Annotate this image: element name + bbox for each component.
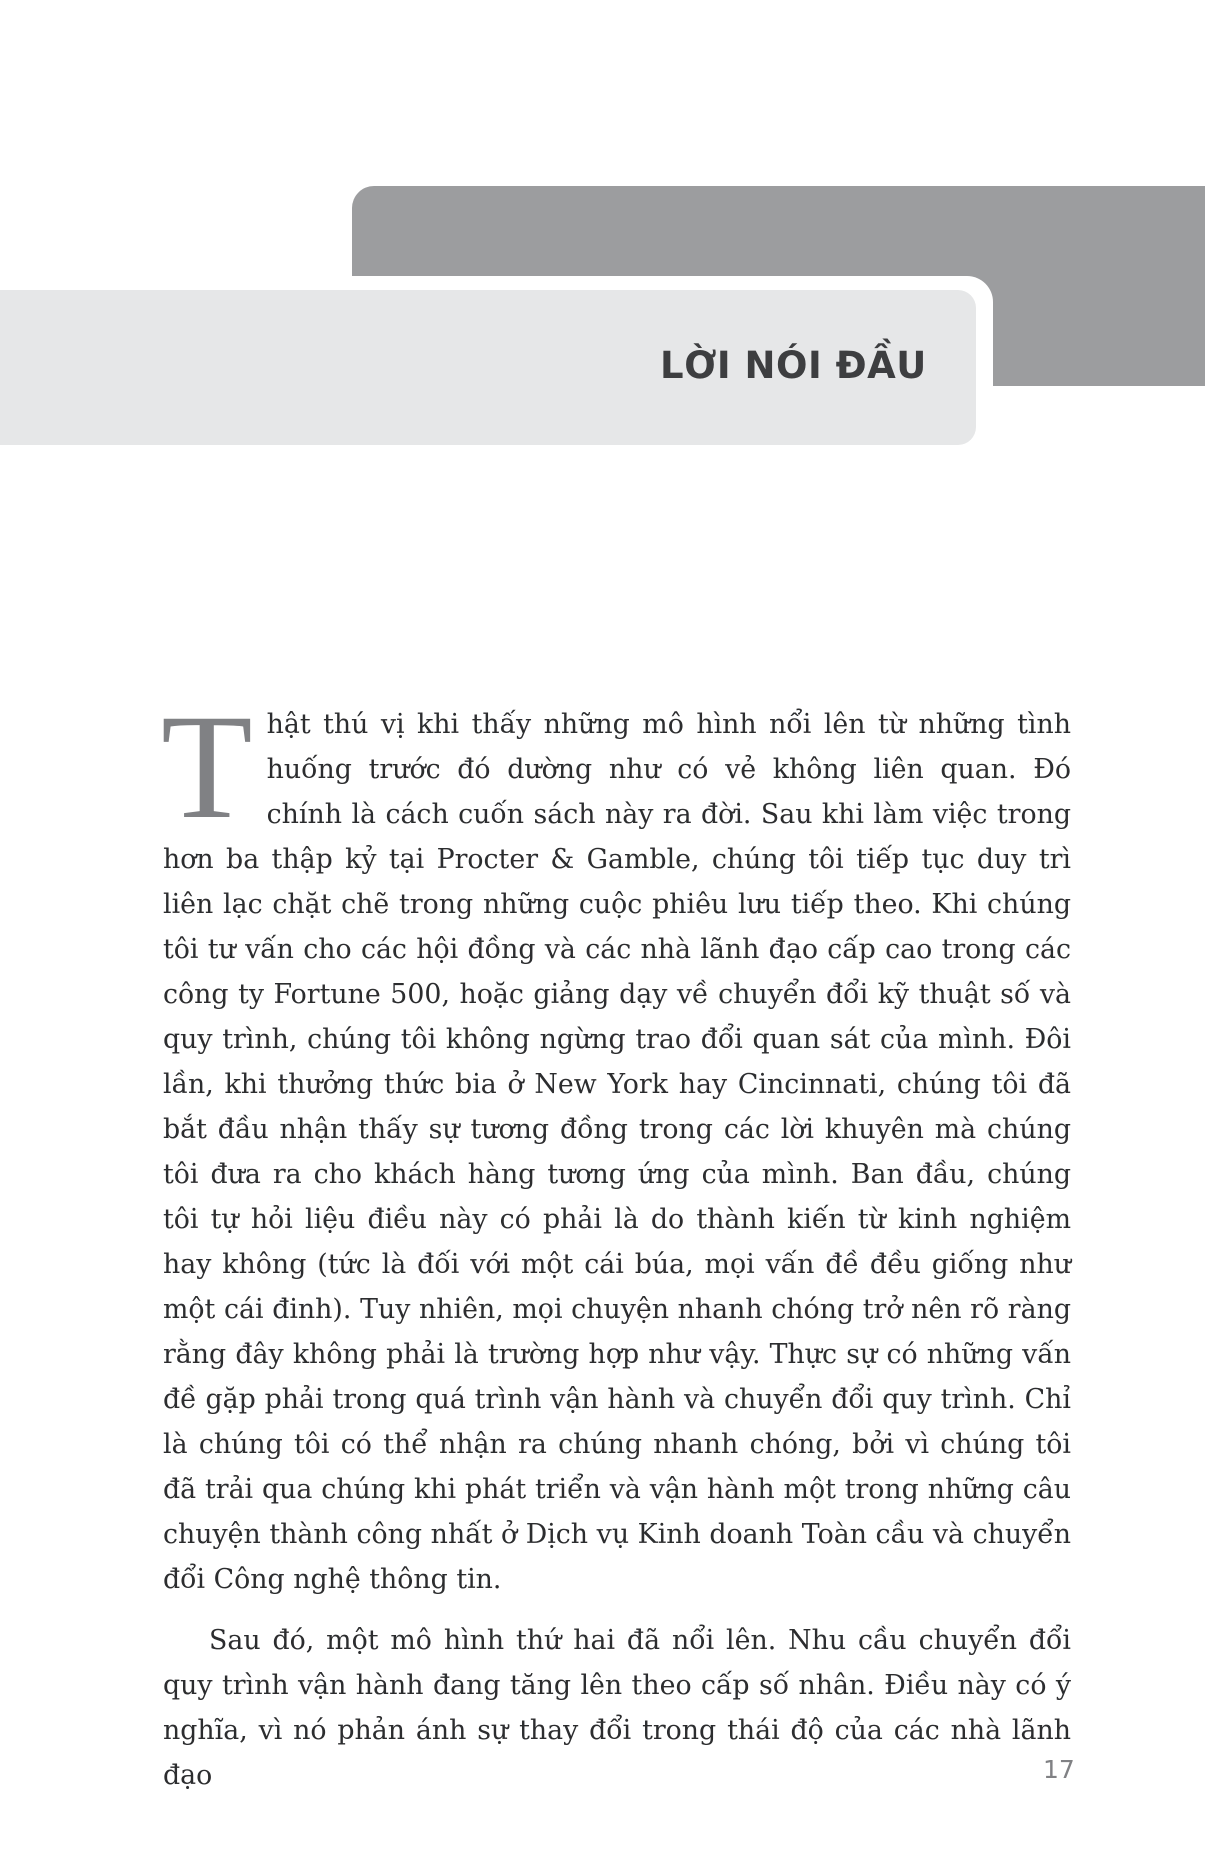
chapter-title: LỜI NÓI ĐẦU xyxy=(660,344,927,387)
drop-cap: T xyxy=(161,684,253,850)
page-number: 17 xyxy=(1043,1755,1075,1784)
paragraph-1-text: hật thú vị khi thấy những mô hình nổi lên từ những tình huống trước đó dường như có vẻ không liên quan. Đó chính là cách cuốn sách này ra đời. Sau khi làm việc trong hơn ba thập kỷ tại Procter & Gamble, chúng tôi tiếp tục duy trì liên lạc chặt chẽ trong những cuộc phiêu lưu tiếp theo. Khi chúng tôi tư vấn cho các hội đồng và các nhà lãnh đạo cấp cao trong các công ty Fortune 500, hoặc giảng dạy về chuyển đổi kỹ thuật số và quy trình, chúng tôi không ngừng trao đổi quan sát của mình. Đôi lần, khi thưởng thức bia ở New York hay Cincinnati, chúng tôi đã bắt đầu nhận thấy sự tương đồng trong các lời khuyên mà chúng tôi đưa ra cho khách hàng tương ứng của mình. Ban đầu, chúng tôi tự hỏi liệu điều này có phải là do thành kiến từ kinh nghiệm hay không (tức là đối với một cái búa, mọi vấn đề đều giống như một cái đinh). Tuy nhiên, mọi chuyện nhanh chóng trở nên rõ ràng rằng đây không phải là trường hợp như vậy. Thực sự có những vấn đề gặp phải trong quá trình vận hành và chuyển đổi quy trình. Chỉ là chúng tôi có thể nhận ra chúng nhanh chóng, bởi vì chúng tôi đã trải qua chúng khi phát triển và vận hành một trong những câu chuyện thành công nhất ở Dịch vụ Kinh doanh Toàn cầu và chuyển đổi Công nghệ thông tin. xyxy=(163,709,1071,1595)
paragraph-1 xyxy=(161,684,1071,1602)
paragraph-2: Sau đó, một mô hình thứ hai đã nổi lên. Nhu cầu chuyển đổi quy trình vận hành đang tăng lên theo cấp số nhân. Điều này có ý nghĩa, vì nó phản ánh sự thay đổi trong thái độ của các nhà lãnh đạo xyxy=(163,1625,1071,1791)
body-text xyxy=(161,684,1071,1798)
